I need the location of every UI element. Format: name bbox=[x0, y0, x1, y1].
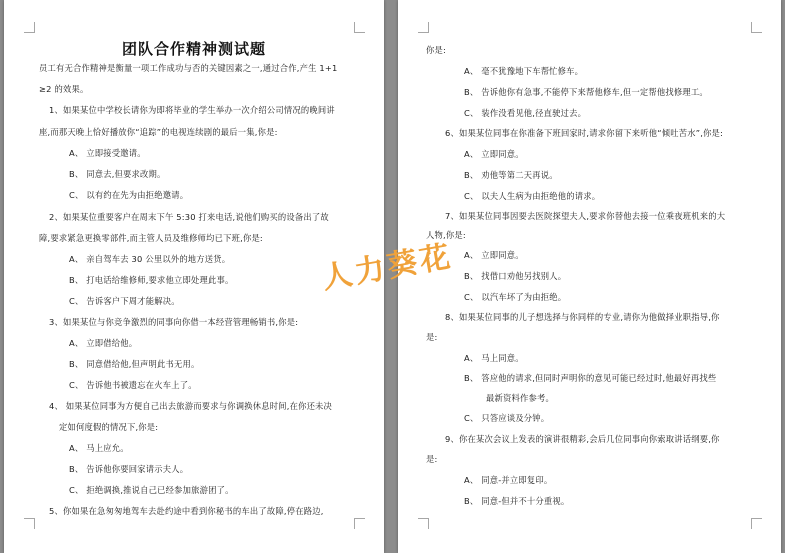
option-line: C、 以汽车坏了为由拒绝。 bbox=[464, 292, 567, 302]
option-line: B、 找借口劝他另找别人。 bbox=[464, 271, 567, 281]
option-line: A、 立即接受邀请。 bbox=[69, 148, 146, 158]
question-line: 7、如果某位同事因要去医院探望夫人,要求你替他去接一位乘夜班机来的大 bbox=[445, 211, 726, 221]
option-line: B、 劝他等第二天再说。 bbox=[464, 170, 558, 180]
question-line: 是: bbox=[426, 332, 438, 342]
paragraph-line: 你是: bbox=[426, 45, 446, 55]
corner-mark bbox=[751, 22, 762, 33]
option-line: 最新资料作参考。 bbox=[486, 393, 554, 403]
question-line: 2、如果某位重要客户在周末下午 5:30 打来电话,说他们购买的设备出了故 bbox=[49, 212, 329, 222]
option-line: A、 马上同意。 bbox=[464, 353, 524, 363]
paragraph-line: ≥2 的效果。 bbox=[39, 84, 89, 94]
option-line: A、 亲自驾车去 30 公里以外的地方送货。 bbox=[69, 254, 231, 264]
option-line: C、 以夫人生病为由拒绝他的请求。 bbox=[464, 191, 601, 201]
option-line: B、 打电话给维修师,要求他立即处理此事。 bbox=[69, 275, 234, 285]
option-line: B、 同意去,但要求改期。 bbox=[69, 169, 166, 179]
question-line: 5、你如果在急匆匆地驾车去赴约途中看到你秘书的车出了故障,停在路边, bbox=[49, 506, 324, 516]
option-line: C、 只答应谈及分钟。 bbox=[464, 413, 550, 423]
watermark-text: 人力葵花 bbox=[319, 238, 456, 297]
corner-mark bbox=[751, 518, 762, 529]
option-line: C、 拒绝调换,推说自己已经参加旅游团了。 bbox=[69, 485, 234, 495]
question-line: 定如何度假的情况下,你是: bbox=[59, 422, 159, 432]
question-line: 6、如果某位同事在你准备下班回家时,请求你留下来听他“倾吐苦水”,你是: bbox=[445, 128, 724, 138]
corner-mark bbox=[418, 518, 429, 529]
question-line: 4、 如果某位同事为方便自己出去旅游而要求与你调换休息时间,在你还未决 bbox=[49, 401, 333, 411]
option-line: A、 立即同意。 bbox=[464, 149, 524, 159]
question-line: 1、如果某位中学校长请你为即将毕业的学生举办一次介绍公司情况的晚间讲 bbox=[49, 105, 335, 115]
option-line: A、 马上应允。 bbox=[69, 443, 129, 453]
option-line: B、 答应他的请求,但同时声明你的意见可能已经过时,他最好再找些 bbox=[464, 373, 717, 383]
question-line: 8、如果某位同事的儿子想选择与你同样的专业,请你为他做择业职指导,你 bbox=[445, 312, 720, 322]
corner-mark bbox=[354, 518, 365, 529]
option-line: C、 装作没看见他,径直驶过去。 bbox=[464, 108, 587, 118]
document-title: 团队合作精神测试题 bbox=[121, 40, 266, 58]
option-line: A、 同意-并立即复印。 bbox=[464, 475, 553, 485]
question-line: 9、你在某次会议上发表的演讲很精彩,会后几位同事向你索取讲话纲要,你 bbox=[445, 434, 720, 444]
question-line: 是: bbox=[426, 454, 438, 464]
question-line: 障,要求紧急更换零部件,而主管人员及维修师均已下班,你是: bbox=[39, 233, 263, 243]
corner-mark bbox=[24, 518, 35, 529]
option-line: A、 立即同意。 bbox=[464, 250, 524, 260]
question-line: 3、如果某位与你竞争激烈的同事向你借一本经营管理畅销书,你是: bbox=[49, 317, 299, 327]
option-line: C、 告诉他书被遗忘在火车上了。 bbox=[69, 380, 197, 390]
option-line: A、 立即借给他。 bbox=[69, 338, 138, 348]
question-line: 人物,你是: bbox=[426, 230, 466, 240]
option-line: B、 同意借给他,但声明此书无用。 bbox=[69, 359, 200, 369]
question-line: 座,而那天晚上恰好播放你“追踪”的电视连续剧的最后一集,你是: bbox=[39, 127, 278, 137]
corner-mark bbox=[418, 22, 429, 33]
option-line: B、 同意-但并不十分重视。 bbox=[464, 496, 570, 506]
option-line: C、 告诉客户下周才能解决。 bbox=[69, 296, 180, 306]
option-line: A、 毫不犹豫地下车帮忙修车。 bbox=[464, 66, 584, 76]
option-line: B、 告诉他你有急事,不能停下来帮他修车,但一定帮他找修理工。 bbox=[464, 87, 708, 97]
option-line: C、 以有约在先为由拒绝邀请。 bbox=[69, 190, 189, 200]
document-page-right bbox=[398, 0, 781, 553]
option-line: B、 告诉他你要回家请示夫人。 bbox=[69, 464, 189, 474]
corner-mark bbox=[24, 22, 35, 33]
paragraph-line: 员工有无合作精神是衡量一项工作成功与否的关键因素之一,通过合作,产生 1+1 bbox=[39, 63, 338, 73]
corner-mark bbox=[354, 22, 365, 33]
